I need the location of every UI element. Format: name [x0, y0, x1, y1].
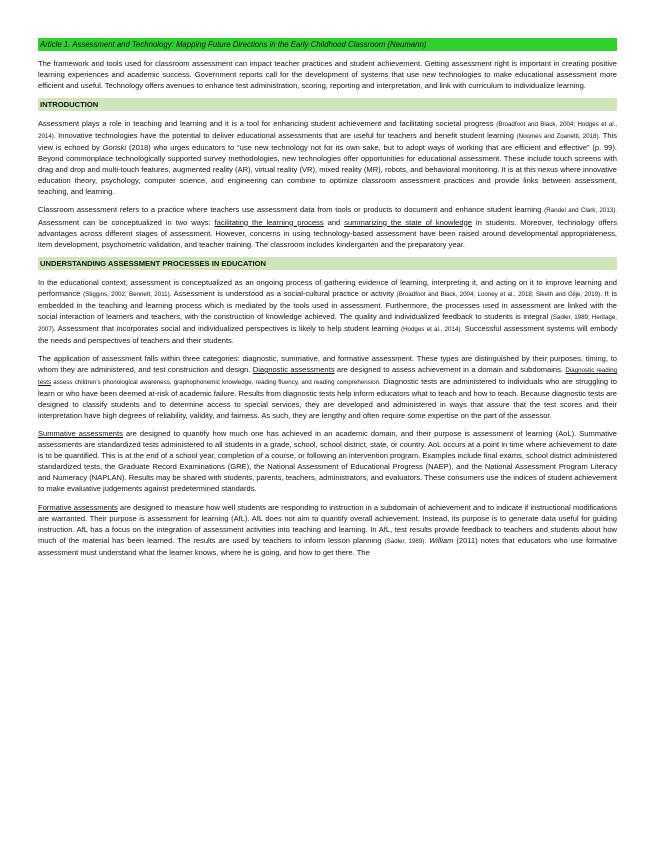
- paragraph-2: Classroom assessment refers to a practice where teachers use assessment data from tools or products to document and enhance student learning (Randel and Clark, 2013). Assessment can be conceptualized in two ways: facilitating the learning process and summarizing the state of knowledge in students. Moreover, technology offers advantages across different stages of assessment. However, concerns in using technology-based assessment have been raised around developmental appropriateness, item development, psychometric validation, and teacher training. The classroom includes kindergarten and the preparatory year.: [38, 205, 617, 249]
- section-heading-understanding: UNDERSTANDING ASSESSMENT PROCESSES IN EDUCATION: [38, 257, 617, 270]
- citation: (Broadfoot and Black, 2004; Hodges et al., 2014).: [38, 121, 618, 141]
- paragraph-5: Summative assessments are designed to quantify how much one has achieved in an academic domain, and their purpose is assessment of learning (AoL). Summative assessments are standardized tests administered to all students in a grade, school, school district, state, or country. AoL occurs at a point in time where achievement to date is to be quantified. This is at the end of a school year, completion of a course, or following an intervention program. Examples include final exams, school district administered standardized tests, the Graduate Record Examinations (GRE), the National Assessment of Educational Progress (NAEP), and the National Assessment Program Literacy and Numeracy (NAPLAN). Results may be shared with students, parents, teachers, administrators, and evaluators. These consumers use the indices of student achievement to make evaluative judgements against predetermined standards.: [38, 429, 617, 494]
- citation: (Noomes and Zoanetti, 2018).: [516, 133, 601, 141]
- underlined-term: Diagnostic assessments: [252, 364, 335, 374]
- document-page: [38, 38, 617, 565]
- author-name: William: [429, 535, 454, 545]
- underlined-term: Diagnostic reading tests: [38, 366, 617, 387]
- citation: (Sadler, 1989).: [384, 537, 427, 545]
- article-title: Article 1. Assessment and Technology: Mapping Future Directions in the Early Childhood Classroom (Neumann): [38, 38, 617, 51]
- citation: (Sadler, 1989; Heritage, 2007).: [38, 313, 617, 333]
- section-heading-introduction: INTRODUCTION: [38, 98, 617, 111]
- paragraph-4: The application of assessment falls within three categories: diagnostic, summative, and formative assessment. These types are distinguished by their purposes, timing, to whom they are administered, and test construction and design. Diagnostic assessments are designed to assess achievement in a domain and subdomains. Diagnostic reading tests assess children’s phonological awareness, graphophonemic knowledge, reading fluency, and reading comprehension. Diagnostic tests are administered to individuals who are struggling to learn or who have been deemed at-risk of academic failure. Results from diagnostic tests help inform educators what to teach and how to teach. Because diagnostic tests are designed to classify students and to determine access to special services, they are developed and administered in ways that assure that the test scores and their interpretation have high degrees of reliability, validity, and fairness. As such, they are lengthy and often require some expertise on the part of the assessor.: [38, 353, 617, 421]
- underlined-term: Formative assessments: [38, 502, 118, 512]
- citation: (Stiggins, 2002; Bennett, 2011).: [83, 290, 172, 298]
- underlined-term: Summative assessments: [38, 429, 123, 439]
- paragraph-6: Formative assessments are designed to measure how well students are responding to instruction in a subdomain of achievement and to indicate if instructional modifications are warranted. Their purpose is assessment for learning (AfL). AfL does not aim to quantify overall achievement. Instead, its purpose is to generate data useful for guiding instruction. AfL has a focus on the integration of assessment activities into teaching and learning. In AfL, test results provide feedback to teachers and students about how much of the material has been learned. The results are used by teachers to inform lesson planning (Sadler, 1989). William (2011) notes that educators who use formative assessment must understand what the learner knows, where he is going, and how to get there. The: [38, 502, 618, 557]
- intro-paragraph: The framework and tools used for classroom assessment can impact teacher practices and student achievement. Getting assessment right is important in creating positive learning experiences and academic success. Government reports call for the development of systems that use new technologies to make educational assessment more efficient and useful. Technology offers avenues to enhance test administration, scoring, reporting and interpretation, and link with curriculum to individualize learning.: [38, 59, 617, 91]
- paragraph-3: In the educational context, assessment is conceptualized as an ongoing process of gathering evidence of learning, interpreting it, and acting on it to improve learning and performance (Stiggins, 2002; Bennett, 2011). Assessment is understood as a social-cultural practice or activity (Broadfoot and Black, 2004; Looney et al., 2018; Siketh and Gilje, 2019). It is embedded in the teaching and learning process which is mediated by the tools used in assessment. Furthermore, the processes used in assessment are linked with the social interaction of learners and teachers, with the construction of knowledge achieved. The quality and individualized feedback to students is integral (Sadler, 1989; Heritage, 2007). Assessment that incorporates social and individualized perspectives is likely to help student learning (Hodges et al., 2014). Successful assessment systems will embody the needs and perspectives of teachers and their students.: [38, 277, 617, 345]
- citation: (Broadfoot and Black, 2004; Looney et al., 2018; Siketh and Gilje, 2019).: [396, 290, 602, 298]
- author-name: Gonski: [102, 143, 127, 153]
- paragraph-1: Assessment plays a role in teaching and learning and it is a tool for enhancing student achievement and facilitating societal progress (Broadfoot and Black, 2004; Hodges et al., 2014). Innovative technologies have the potential to deliver educational assessments that are useful for teachers and benefit student learning (Noomes and Zoanetti, 2018). This view is echoed by Gonski (2018) who urges educators to “use new technology not for its own sake, but to adopt ways of working that are efficient and effective” (p. 99). Beyond commonplace technologically supported survey methodologies, new technologies offer opportunities for educational assessment. These include touch screens with drag and drop and multi-touch features, augmented reality (AR), virtual reality (VR), mixed reality (MR), robots, and behavioral monitoring. It is at this nexus where innovative education theory, psychology, computer science, and engineering can combine to optimize classroom assessment practices and provide links between assessment, teaching, and learning.: [38, 119, 618, 197]
- underlined-term: facilitating the learning process: [214, 217, 324, 227]
- citation: (Hodges et al., 2014).: [401, 325, 463, 333]
- underlined-term: summarizing the state of knowledge: [344, 217, 472, 227]
- citation: (Randel and Clark, 2013).: [544, 207, 617, 215]
